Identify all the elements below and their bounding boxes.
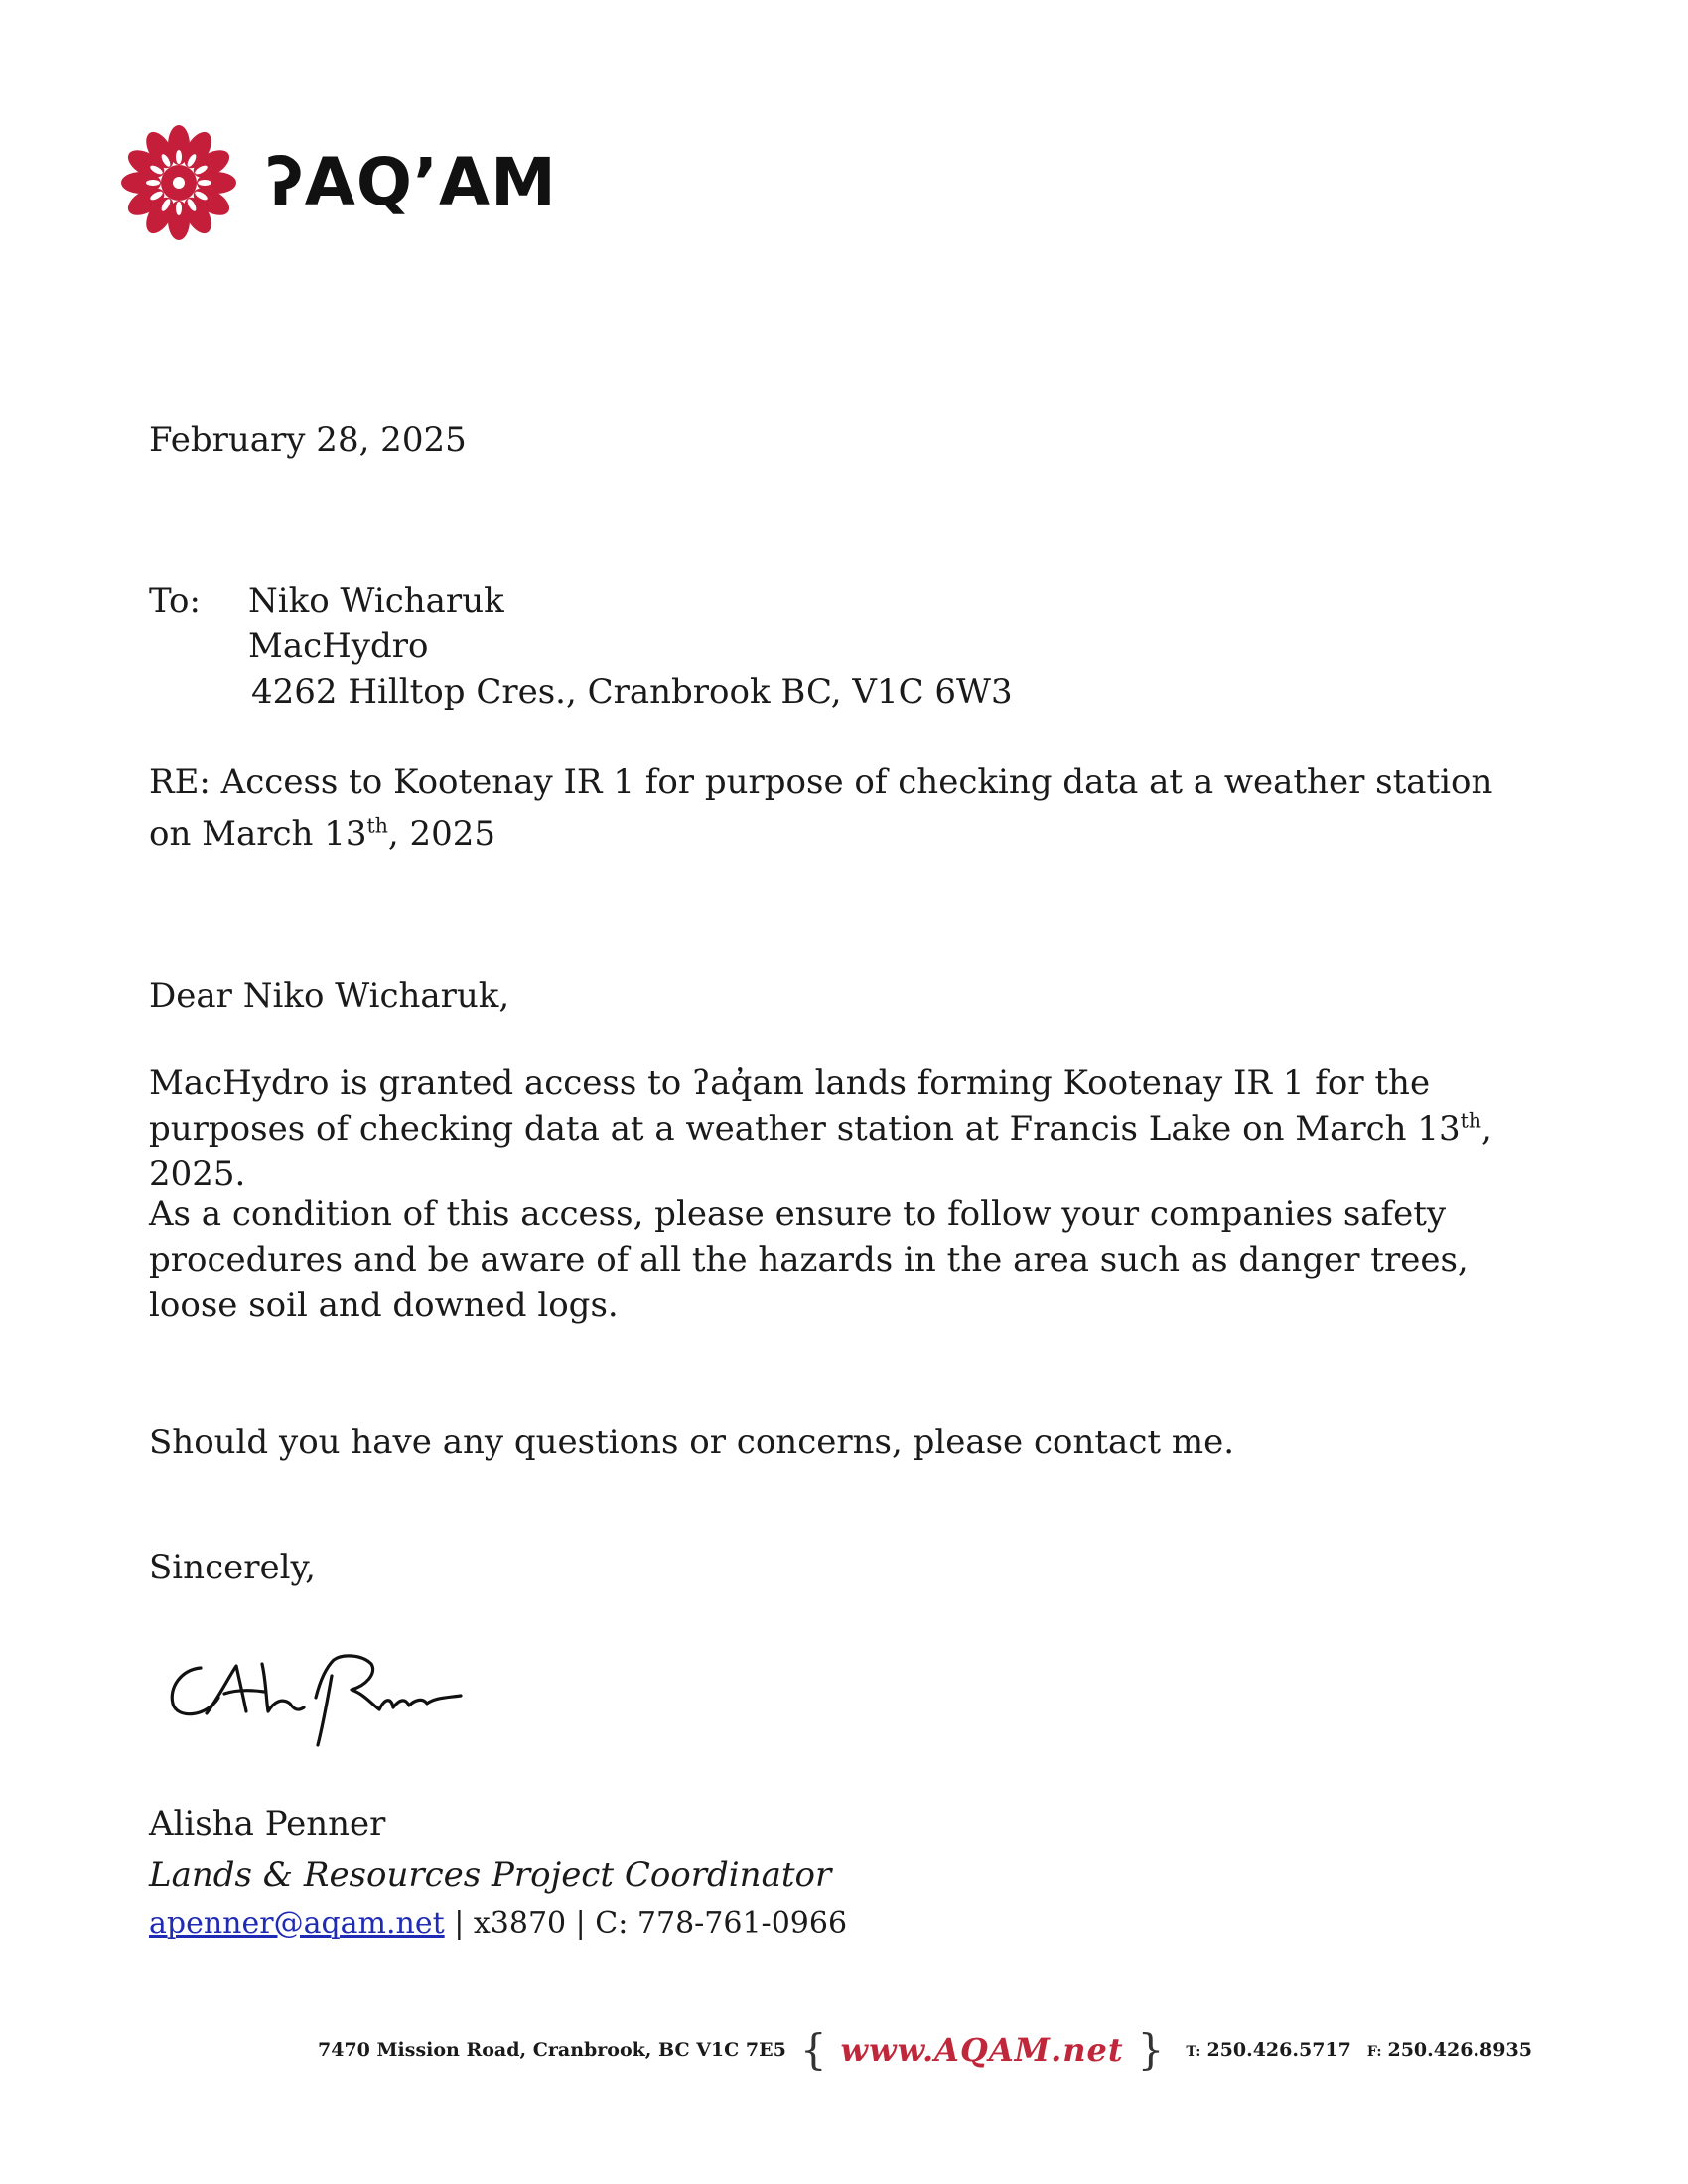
letter-date: February 28, 2025 — [149, 420, 467, 460]
handwritten-signature — [167, 1628, 504, 1757]
footer-fax: 250.426.8935 — [1387, 2038, 1532, 2061]
subject-text: RE: Access to Kootenay IR 1 for purpose of checking data at a weather station on March 13 — [149, 762, 1493, 854]
salutation: Dear Niko Wicharuk, — [149, 976, 510, 1016]
logo-wordmark: ʔAQ’AM — [266, 144, 557, 220]
recipient-company: MacHydro — [248, 626, 429, 666]
letterhead-footer — [318, 2025, 1532, 2074]
body-paragraph-access — [149, 1060, 1539, 1197]
letterhead-logo — [117, 121, 557, 244]
subject-ordinal: th — [366, 813, 388, 838]
recipient-address: 4262 Hilltop Cres., Cranbrook BC, V1C 6W3 — [251, 672, 1013, 712]
body-paragraph-conditions: As a condition of this access, please ensure to follow your companies safety procedures and be aware of all the hazards in the area such as danger trees, loose soil and downed logs. — [149, 1194, 1469, 1325]
closing: Sincerely, — [149, 1548, 316, 1587]
right-brace-icon: } — [1137, 2025, 1165, 2074]
left-brace-icon: { — [799, 2025, 827, 2074]
footer-phone: 250.426.5717 — [1206, 2038, 1351, 2061]
access-text: MacHydro is granted access to ʔaq̓am lands forming Kootenay IR 1 for the purposes of checking data at a weather station at Francis Lake on March 13 — [149, 1063, 1461, 1149]
recipient-block — [149, 578, 1013, 715]
to-label: To: — [149, 581, 201, 620]
flower-emblem-icon — [117, 121, 240, 244]
signatory-title: Lands & Resources Project Coordinator — [149, 1855, 832, 1895]
body-paragraph-contact: Should you have any questions or concerns, please contact me. — [149, 1423, 1235, 1462]
access-ordinal: th — [1460, 1108, 1481, 1133]
email-link[interactable]: apenner@aqam.net — [149, 1906, 445, 1941]
phone-label: T: — [1186, 2043, 1201, 2060]
subject-year: , 2025 — [387, 814, 496, 854]
fax-label: F: — [1366, 2043, 1382, 2060]
footer-address: 7470 Mission Road, Cranbrook, BC V1C 7E5 — [318, 2038, 786, 2061]
recipient-name: Niko Wicharuk — [248, 581, 504, 620]
signatory-name: Alisha Penner — [149, 1804, 386, 1843]
footer-website[interactable]: www.AQAM.net — [840, 2030, 1124, 2069]
contact-line — [149, 1904, 847, 1944]
access-year: , 2025. — [149, 1109, 1492, 1194]
subject-line — [149, 756, 1519, 860]
footer-phones — [1186, 2039, 1532, 2061]
contact-extension-cell: | x3870 | C: 778-761-0966 — [444, 1906, 848, 1941]
